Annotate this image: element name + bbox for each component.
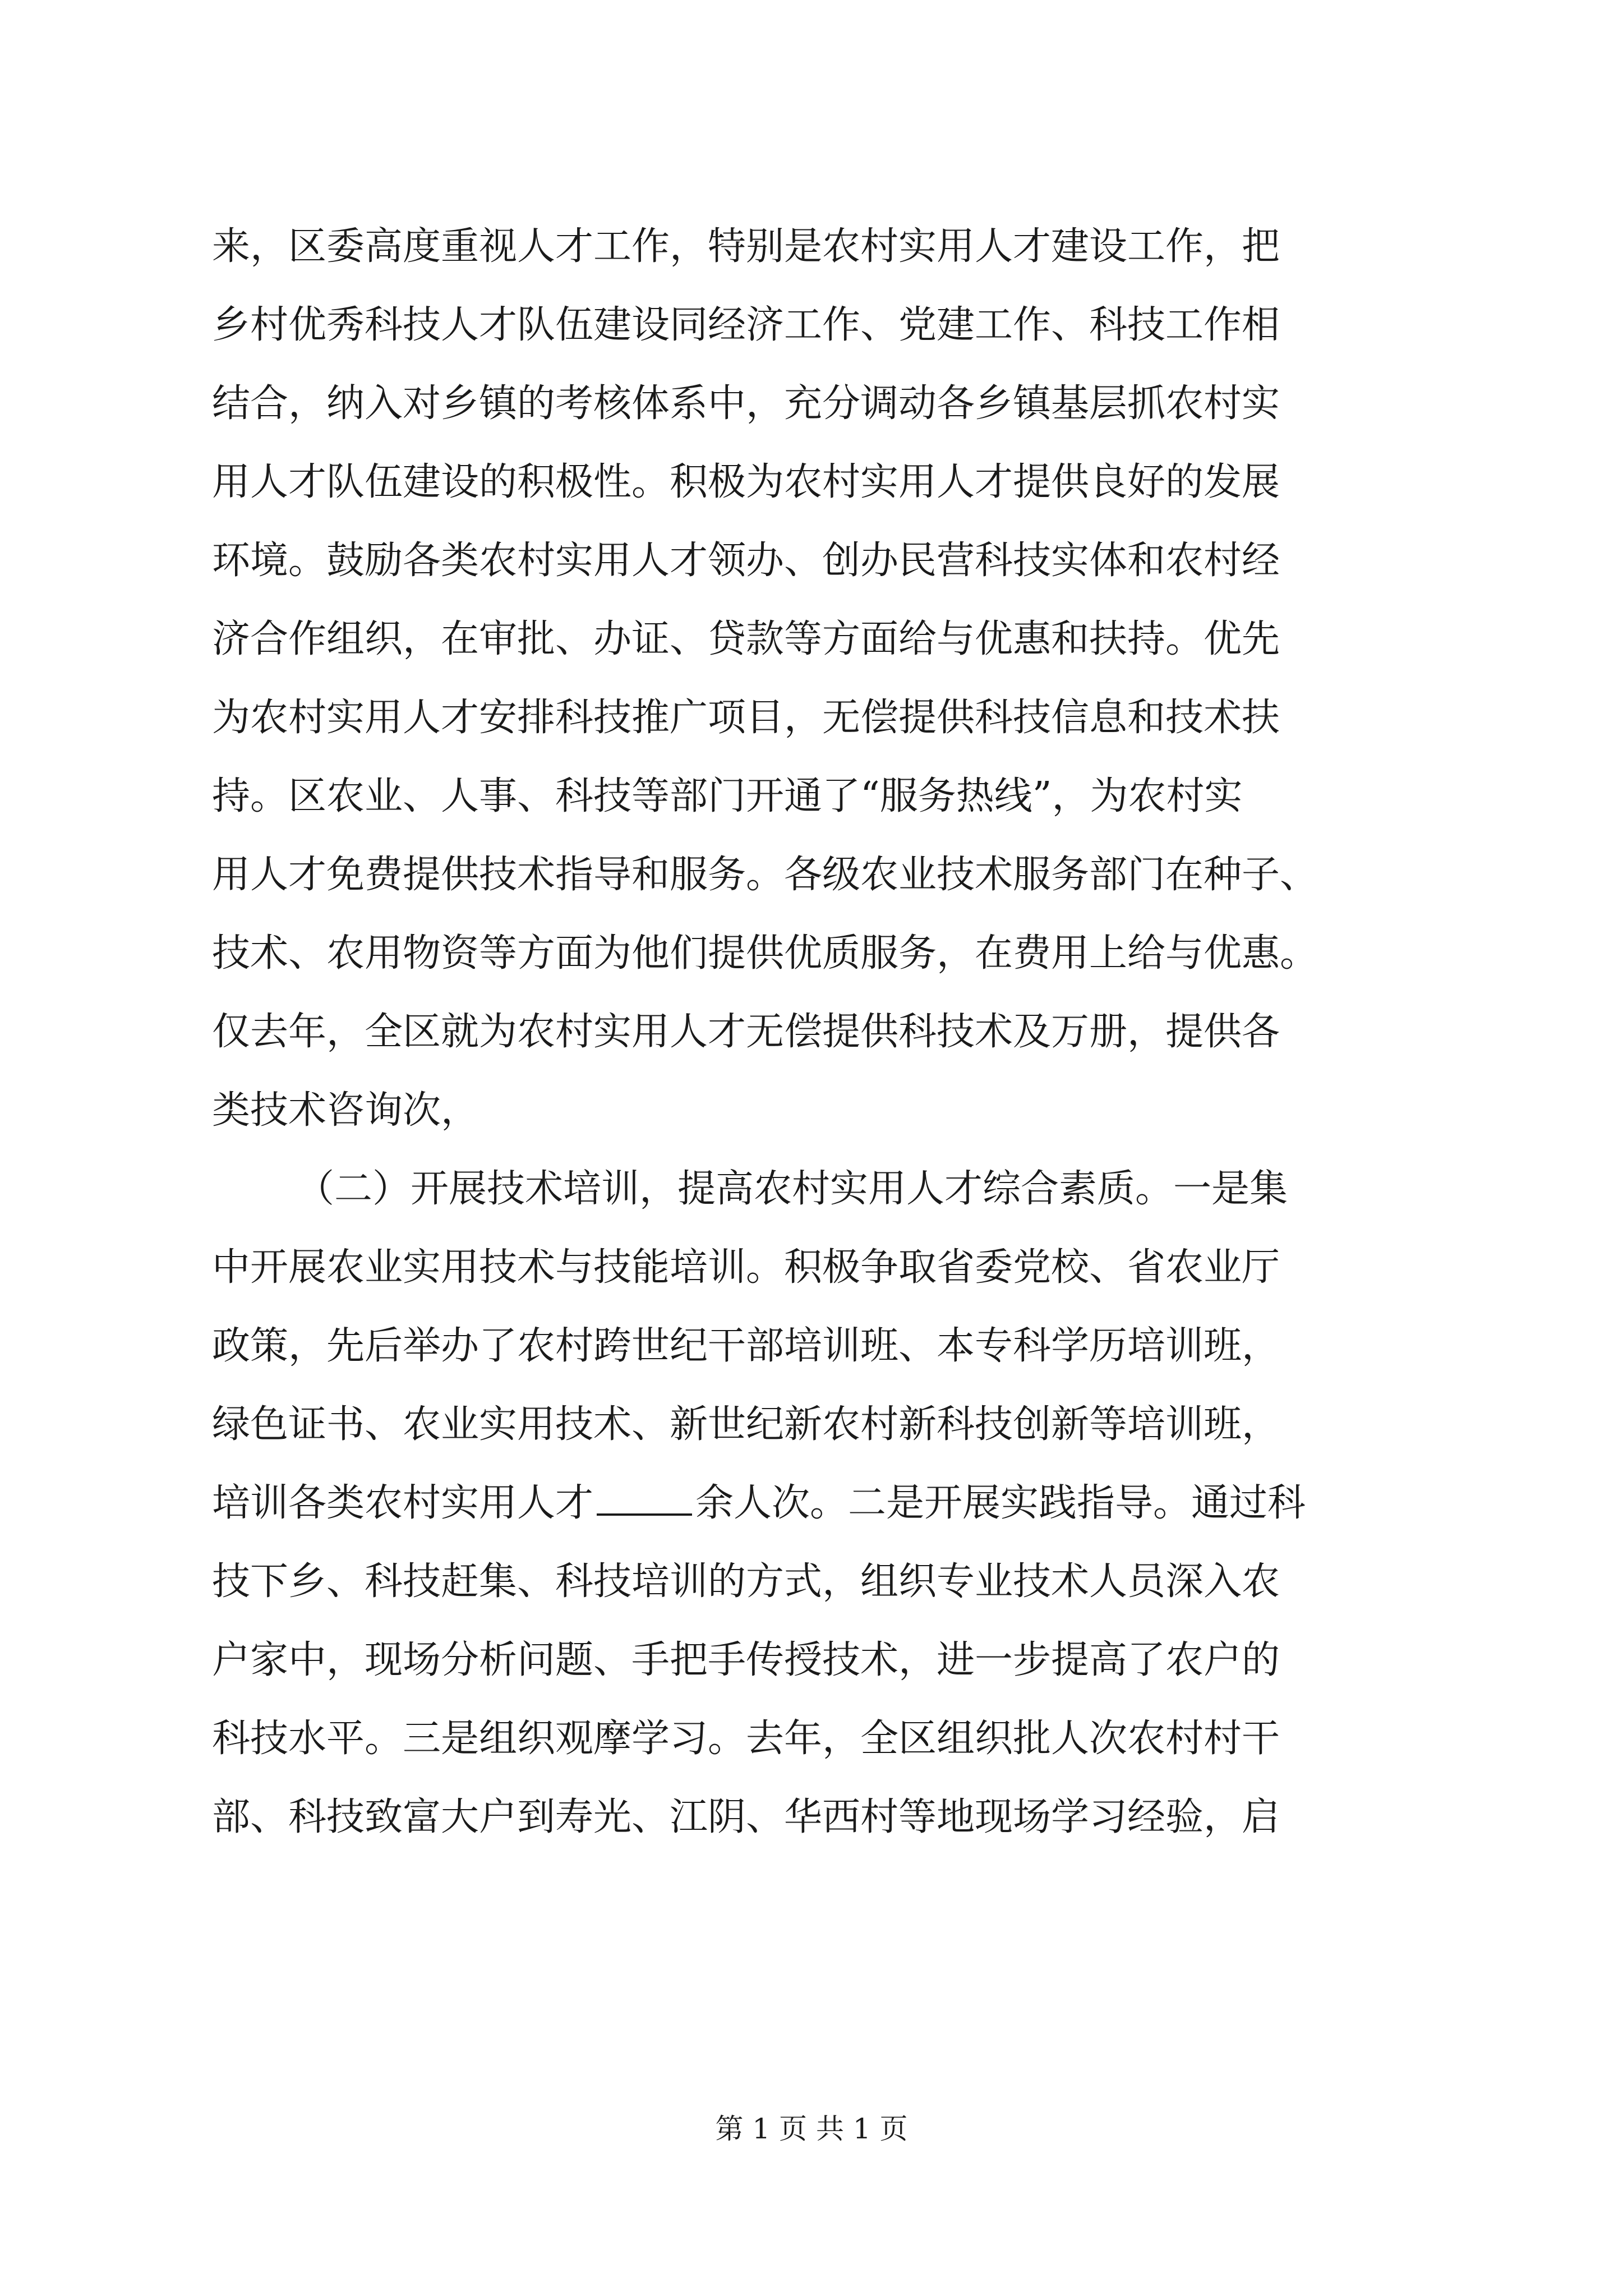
text-line-3: 结合，纳入对乡镇的考核体系中，充分调动各乡镇基层抓农村实 <box>212 381 1280 426</box>
text-line-12: 类技术咨询次， <box>212 1088 479 1133</box>
text-line-17-after: 余人次。二是开展实践指导。通过科 <box>695 1481 1306 1525</box>
text-line-2: 乡村优秀科技人才队伍建设同经济工作、党建工作、科技工作相 <box>212 303 1280 347</box>
text-line-15: 政策，先后举办了农村跨世纪干部培训班、本专科学历培训班， <box>212 1324 1280 1368</box>
text-line-6: 济合作组织，在审批、办证、贷款等方面给与优惠和扶持。优先 <box>212 617 1280 661</box>
text-line-17 <box>212 1464 1306 1543</box>
text-line-7: 为农村实用人才安排科技推广项目，无偿提供科技信息和技术扶 <box>212 696 1280 740</box>
section-heading-line: （二）开展技术培训，提高农村实用人才综合素质。一是集 <box>296 1167 1288 1211</box>
text-line-10: 技术、农用物资等方面为他们提供优质服务，在费用上给与优惠。 <box>212 931 1318 976</box>
text-line-8: 持。区农业、人事、科技等部门开通了“服务热线”，为农村实 <box>212 774 1243 818</box>
text-line-14: 中开展农业实用技术与技能培训。积极争取省委党校、省农业厅 <box>212 1245 1280 1290</box>
page-footer: 第 1 页 共 1 页 <box>715 2113 908 2145</box>
fill-in-blank <box>597 1474 692 1516</box>
text-line-9: 用人才免费提供技术指导和服务。各级农业技术服务部门在种子、 <box>212 853 1318 897</box>
text-line-1: 来，区委高度重视人才工作，特别是农村实用人才建设工作，把 <box>212 224 1280 269</box>
text-line-17-before: 培训各类农村实用人才 <box>212 1481 594 1525</box>
text-line-5: 环境。鼓励各类农村实用人才领办、创办民营科技实体和农村经 <box>212 539 1280 583</box>
text-line-11: 仅去年，全区就为农村实用人才无偿提供科技术及万册，提供各 <box>212 1010 1280 1054</box>
text-line-19: 户家中，现场分析问题、手把手传授技术，进一步提高了农户的 <box>212 1638 1280 1682</box>
text-line-16: 绿色证书、农业实用技术、新世纪新农村新科技创新等培训班， <box>212 1402 1280 1447</box>
text-line-4: 用人才队伍建设的积极性。积极为农村实用人才提供良好的发展 <box>212 460 1280 504</box>
text-line-18: 技下乡、科技赶集、科技培训的方式，组织专业技术人员深入农 <box>212 1559 1280 1604</box>
text-line-21: 部、科技致富大户到寿光、江阴、华西村等地现场学习经验，启 <box>212 1795 1280 1839</box>
text-line-20: 科技水平。三是组织观摩学习。去年，全区组织批人次农村村干 <box>212 1717 1280 1761</box>
